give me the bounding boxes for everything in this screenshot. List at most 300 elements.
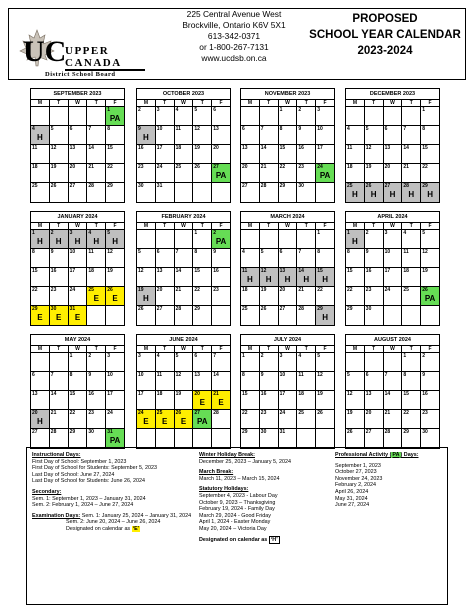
day-cell	[156, 230, 175, 248]
legend-column-middle	[199, 452, 329, 543]
day-number: 5	[138, 249, 141, 255]
week-row	[346, 429, 439, 448]
day-cell	[316, 164, 334, 182]
day-cell	[260, 306, 279, 325]
day-number: 29	[403, 429, 409, 435]
day-cell	[137, 249, 156, 267]
day-cell	[279, 429, 298, 448]
day-number: 5	[317, 353, 320, 359]
day-number: 21	[213, 391, 219, 397]
week-row	[346, 107, 439, 126]
day-cell	[365, 164, 384, 182]
month-calendar	[240, 334, 335, 449]
day-number: 10	[107, 372, 113, 378]
week-row	[346, 287, 439, 306]
day-cell	[241, 410, 260, 428]
day-cell	[241, 164, 260, 182]
day-cell	[316, 391, 334, 409]
day-number: 7	[298, 249, 302, 255]
day-marker: H	[284, 275, 291, 284]
day-number: 11	[242, 268, 248, 274]
day-marker: H	[112, 237, 118, 246]
day-marker: E	[143, 417, 149, 426]
logo-line-1: UPPER	[65, 45, 110, 57]
day-cell	[241, 429, 260, 448]
day-cell	[87, 410, 106, 428]
day-number: 19	[138, 287, 144, 293]
day-number: 26	[347, 429, 353, 435]
day-cell	[260, 372, 279, 390]
day-cell	[297, 391, 316, 409]
weekday-header	[31, 223, 124, 230]
day-number: 26	[175, 410, 182, 416]
day-cell	[137, 429, 156, 448]
month-calendar	[345, 211, 440, 326]
day-number: 26	[260, 306, 267, 312]
day-cell	[137, 353, 156, 371]
day-number: 17	[317, 145, 323, 151]
day-number: 26	[365, 183, 372, 189]
weekday-label: T	[297, 100, 316, 106]
day-cell	[241, 306, 260, 325]
legend-line: Sem. 1: September 1, 2023 – January 31, 2024	[32, 495, 146, 502]
day-cell	[241, 268, 260, 286]
phone-line: or 1-800-267-7131	[199, 42, 269, 52]
day-number: 16	[213, 268, 219, 274]
day-number: 13	[32, 391, 38, 397]
day-number: 28	[260, 183, 267, 189]
legend-line: June 27, 2024	[335, 502, 370, 509]
day-number: 5	[175, 353, 179, 359]
day-cell	[87, 126, 106, 144]
week-row	[346, 126, 439, 145]
day-cell	[212, 306, 230, 325]
day-number: 20	[279, 287, 286, 293]
day-cell	[175, 249, 194, 267]
day-number: 26	[138, 306, 144, 312]
day-cell	[365, 249, 384, 267]
day-cell	[346, 230, 365, 248]
weekday-label: T	[50, 100, 69, 106]
day-cell	[402, 164, 421, 182]
day-cell	[193, 126, 212, 144]
day-cell	[106, 107, 124, 125]
day-number: 18	[347, 164, 353, 170]
day-number: 5	[365, 126, 369, 132]
weekday-header	[241, 100, 334, 107]
day-number: 15	[32, 268, 38, 274]
day-cell	[212, 410, 230, 428]
day-cell	[50, 183, 69, 202]
day-number: 29	[69, 429, 76, 435]
week-row	[241, 410, 334, 429]
day-marker: E	[199, 398, 205, 407]
weekday-label: W	[384, 100, 403, 106]
week-row	[241, 230, 334, 249]
day-cell	[346, 145, 365, 163]
day-cell	[316, 429, 334, 448]
week-row	[241, 353, 334, 372]
day-cell	[279, 249, 298, 267]
day-cell	[241, 372, 260, 390]
pa-heading: Professional Activity (	[335, 452, 392, 458]
day-cell	[421, 249, 439, 267]
day-cell	[402, 429, 421, 448]
weekday-header	[31, 100, 124, 107]
day-cell	[365, 126, 384, 144]
weekday-label: F	[113, 100, 117, 106]
day-cell	[297, 249, 316, 267]
day-number: 25	[242, 306, 248, 312]
day-number: 1	[194, 230, 198, 236]
day-number: 22	[347, 287, 353, 293]
day-number: 18	[298, 391, 304, 397]
day-marker: H	[427, 190, 433, 199]
day-number: 24	[317, 164, 323, 170]
day-cell	[137, 410, 156, 428]
day-cell	[106, 126, 124, 144]
day-cell	[384, 183, 403, 202]
day-cell	[69, 126, 88, 144]
address-line: 225 Central Avenue West	[186, 9, 282, 19]
day-cell	[69, 306, 88, 325]
day-number: 5	[347, 372, 350, 378]
day-cell	[137, 183, 156, 202]
day-cell	[106, 429, 124, 448]
day-number: 15	[422, 145, 428, 151]
day-number: 1	[107, 107, 110, 113]
day-cell	[212, 230, 230, 248]
day-number: 10	[279, 372, 286, 378]
day-cell	[241, 353, 260, 371]
day-cell	[241, 183, 260, 202]
weekday-header	[31, 346, 124, 353]
day-number: 22	[279, 164, 286, 170]
day-marker: PA	[424, 294, 436, 303]
legend-line: December 25, 2023 – January 5, 2024	[199, 458, 292, 465]
day-marker: E	[37, 313, 43, 322]
day-number: 10	[384, 249, 391, 255]
week-row	[346, 183, 439, 202]
day-cell	[212, 107, 230, 125]
week-row	[137, 230, 230, 249]
day-marker: PA	[319, 171, 331, 180]
day-cell	[31, 372, 50, 390]
legend-line: Sem. 2: June 20, 2024 – June 26, 2024	[66, 519, 161, 526]
exam-heading: Examination Days:	[32, 512, 81, 519]
day-cell	[212, 353, 230, 371]
day-cell	[137, 287, 156, 305]
day-cell	[106, 164, 124, 182]
day-number: 6	[156, 249, 160, 255]
day-cell	[384, 391, 403, 409]
day-number: 3	[69, 230, 73, 236]
day-cell	[316, 249, 334, 267]
day-cell	[156, 429, 175, 448]
day-cell	[316, 268, 334, 286]
day-cell	[137, 391, 156, 409]
weekday-header	[241, 223, 334, 230]
week-row	[346, 306, 439, 325]
winter-heading: Winter Holiday Break:	[199, 452, 255, 458]
day-cell	[365, 107, 384, 125]
day-number: 21	[50, 410, 57, 416]
day-cell	[50, 353, 69, 371]
day-number: 28	[88, 183, 94, 189]
week-row	[346, 145, 439, 164]
month-calendar	[30, 211, 125, 326]
day-number: 21	[384, 410, 391, 416]
day-number: 12	[107, 249, 113, 255]
day-number: 24	[384, 287, 391, 293]
day-number: 15	[403, 391, 409, 397]
day-cell	[241, 391, 260, 409]
day-number: 22	[403, 410, 409, 416]
weekday-label: W	[384, 223, 403, 229]
week-row	[137, 164, 230, 183]
weekday-label: M	[31, 346, 50, 352]
day-number: 25	[175, 164, 182, 170]
month-title: JANUARY 2024	[31, 212, 124, 223]
day-number: 26	[422, 287, 428, 293]
day-number: 29	[32, 306, 38, 312]
day-cell	[346, 410, 365, 428]
day-number: 12	[194, 126, 200, 132]
day-number: 2	[138, 107, 141, 113]
day-cell	[402, 249, 421, 267]
day-cell	[87, 306, 106, 325]
day-number: 14	[260, 145, 267, 151]
day-cell	[50, 287, 69, 305]
month-calendar	[240, 211, 335, 326]
day-cell	[384, 353, 403, 371]
day-number: 7	[50, 372, 54, 378]
day-cell	[212, 268, 230, 286]
legend-line: March 29, 2024 - Good Friday	[199, 512, 271, 519]
week-row	[346, 372, 439, 391]
month-title: JULY 2024	[241, 335, 334, 346]
week-row	[31, 410, 124, 429]
weekday-label: W	[69, 346, 88, 352]
day-number: 13	[69, 145, 76, 151]
day-number: 13	[242, 145, 248, 151]
legend-line: First Day of School for Students: September 5, 2023	[32, 465, 157, 472]
day-number: 21	[403, 164, 409, 170]
day-number: 16	[138, 145, 144, 151]
day-marker: H	[352, 190, 358, 199]
day-number: 11	[298, 372, 304, 378]
day-cell	[260, 391, 279, 409]
day-cell	[346, 268, 365, 286]
day-cell	[175, 353, 194, 371]
day-number: 24	[156, 164, 163, 170]
day-number: 20	[242, 164, 248, 170]
legend-line: Last Day of School: June 27, 2024	[32, 471, 115, 478]
day-cell	[212, 164, 230, 182]
day-cell	[297, 268, 316, 286]
day-number: 14	[88, 145, 94, 151]
day-cell	[175, 107, 194, 125]
weekday-label: T	[365, 223, 384, 229]
weekday-label: W	[69, 223, 88, 229]
day-marker: H	[370, 190, 377, 199]
weekday-label: F	[428, 223, 432, 229]
day-number: 3	[138, 353, 141, 359]
day-cell	[260, 353, 279, 371]
weekday-label: T	[402, 346, 421, 352]
day-number: 30	[138, 183, 144, 189]
day-number: 17	[138, 391, 144, 397]
day-cell	[384, 287, 403, 305]
weekday-label: T	[156, 100, 175, 106]
day-cell	[297, 126, 316, 144]
day-cell	[421, 391, 439, 409]
day-cell	[365, 287, 384, 305]
day-number: 6	[242, 126, 245, 132]
day-cell	[421, 183, 439, 202]
day-cell	[31, 429, 50, 448]
day-cell	[260, 126, 279, 144]
day-cell	[156, 183, 175, 202]
day-number: 27	[194, 410, 200, 416]
week-row	[137, 268, 230, 287]
day-number: 28	[50, 429, 57, 435]
day-number: 19	[260, 287, 267, 293]
week-row	[137, 306, 230, 325]
day-marker: H	[265, 275, 272, 284]
day-number: 20	[69, 164, 76, 170]
day-number: 23	[138, 164, 144, 170]
day-cell	[175, 372, 194, 390]
day-number: 17	[156, 145, 163, 151]
day-number: 14	[403, 145, 409, 151]
day-cell	[69, 287, 88, 305]
day-cell	[346, 249, 365, 267]
week-row	[241, 429, 334, 448]
week-row	[137, 429, 230, 448]
day-cell	[365, 183, 384, 202]
pa-heading-end: ) Days:	[400, 452, 419, 458]
day-number: 29	[317, 306, 323, 312]
weekday-label: F	[428, 100, 432, 106]
week-row	[31, 164, 124, 183]
week-row	[137, 372, 230, 391]
legend-column-left	[32, 452, 202, 533]
calendar-header	[8, 8, 466, 80]
day-cell	[279, 107, 298, 125]
day-number: 7	[403, 126, 407, 132]
day-marker: H	[55, 237, 62, 246]
day-number: 15	[242, 391, 248, 397]
day-cell	[175, 126, 194, 144]
day-cell	[212, 287, 230, 305]
weekday-label: F	[113, 223, 117, 229]
day-cell	[106, 410, 124, 428]
day-number: 26	[50, 183, 57, 189]
website-link[interactable]: www.ucdsb.on.ca	[201, 53, 267, 63]
weekday-label: T	[260, 346, 279, 352]
day-number: 22	[32, 287, 38, 293]
day-cell	[346, 391, 365, 409]
day-cell	[175, 391, 194, 409]
day-number: 30	[50, 306, 57, 312]
day-cell	[421, 107, 439, 125]
day-marker: H	[247, 275, 253, 284]
day-cell	[175, 230, 194, 248]
day-number: 20	[194, 391, 200, 397]
day-cell	[175, 287, 194, 305]
day-cell	[279, 230, 298, 248]
legend-line: October 9, 2023 – Thanksgiving	[199, 499, 276, 506]
week-row	[137, 353, 230, 372]
week-row	[241, 372, 334, 391]
day-number: 2	[298, 107, 302, 113]
day-cell	[260, 164, 279, 182]
day-number: 24	[69, 287, 76, 293]
day-cell	[212, 249, 230, 267]
day-number: 27	[213, 164, 219, 170]
calendar-legend	[26, 447, 448, 605]
weekday-label: T	[260, 100, 279, 106]
week-row	[346, 391, 439, 410]
day-cell	[384, 107, 403, 125]
legend-line: April 26, 2024	[335, 488, 369, 495]
day-cell	[212, 183, 230, 202]
day-cell	[402, 306, 421, 325]
day-cell	[365, 353, 384, 371]
day-cell	[316, 353, 334, 371]
day-cell	[69, 391, 88, 409]
day-cell	[193, 429, 212, 448]
day-number: 4	[175, 107, 179, 113]
day-cell	[316, 306, 334, 325]
month-title: FEBRUARY 2024	[137, 212, 230, 223]
day-cell	[346, 306, 365, 325]
day-marker: H	[37, 237, 43, 246]
day-cell	[260, 145, 279, 163]
logo-line-2: CANADA	[65, 57, 122, 69]
legend-line: Last Day of School for Students: June 26, 2024	[32, 478, 145, 485]
weekday-header	[137, 100, 230, 107]
legend-line: Sem. 2: February 1, 2024 – June 27, 2024	[32, 502, 134, 509]
day-number: 30	[260, 429, 267, 435]
day-cell	[50, 126, 69, 144]
day-number: 26	[317, 410, 323, 416]
day-number: 23	[365, 287, 372, 293]
day-cell	[346, 353, 365, 371]
month-title: MAY 2024	[31, 335, 124, 346]
day-cell	[279, 353, 298, 371]
day-cell	[260, 107, 279, 125]
day-number: 20	[156, 287, 163, 293]
day-number: 29	[422, 183, 428, 189]
weekday-label: T	[87, 100, 106, 106]
legend-line: November 24, 2023	[335, 475, 383, 482]
day-number: 11	[88, 249, 94, 255]
day-number: 7	[175, 249, 179, 255]
day-number: 25	[88, 287, 94, 293]
day-number: 27	[69, 183, 76, 189]
phone-line: 613-342-0371	[207, 31, 261, 41]
day-marker: E	[93, 294, 99, 303]
week-row	[31, 107, 124, 126]
day-number: 14	[175, 268, 182, 274]
day-number: 26	[107, 287, 113, 293]
week-row	[137, 410, 230, 429]
day-cell	[106, 306, 124, 325]
day-cell	[69, 429, 88, 448]
day-cell	[279, 306, 298, 325]
